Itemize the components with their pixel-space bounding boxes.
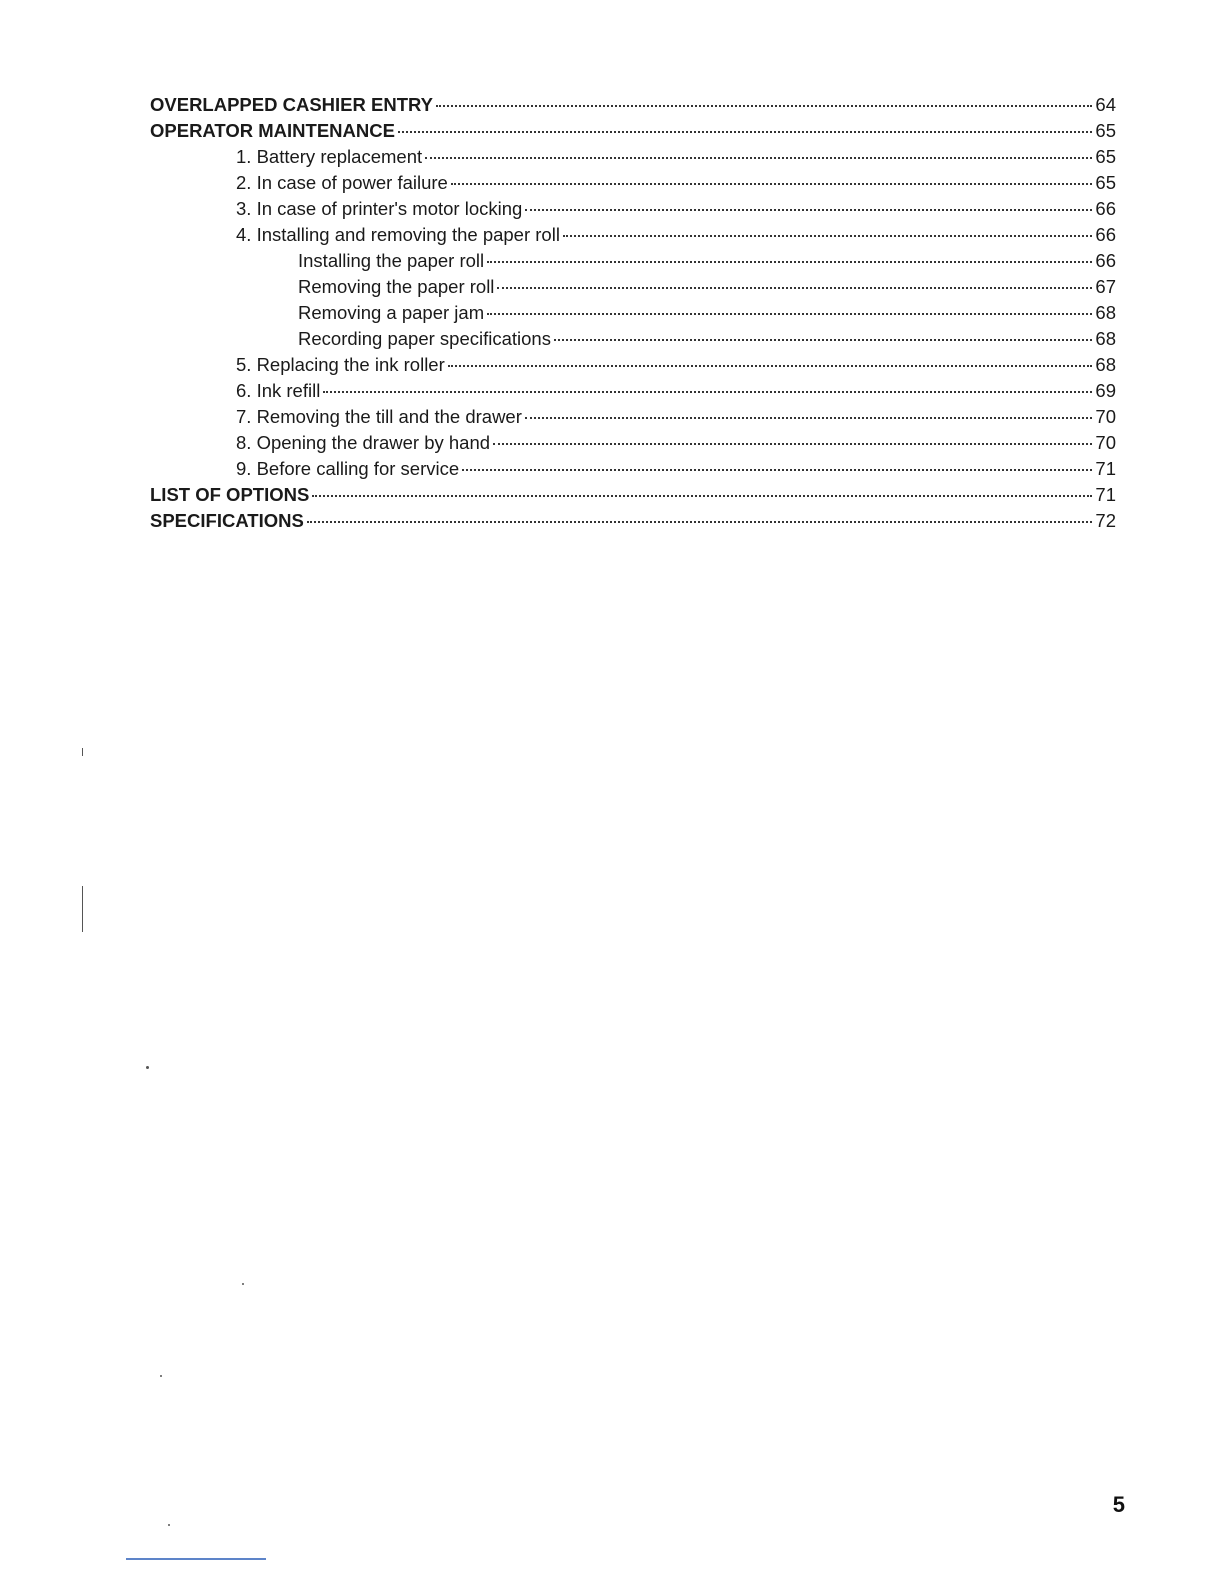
toc-entry-page: 68 — [1095, 354, 1116, 375]
toc-entry-operator-maintenance[interactable] — [150, 118, 1116, 144]
dot-leader — [436, 105, 1092, 107]
toc-entry-title: OPERATOR MAINTENANCE — [150, 120, 395, 141]
toc-entry-recording-paper-specs[interactable] — [150, 326, 1116, 352]
toc-entry-paper-jam[interactable] — [150, 300, 1116, 326]
toc-entry-page: 66 — [1095, 198, 1116, 219]
toc-entry-page: 72 — [1095, 510, 1116, 531]
toc-entry-page: 65 — [1095, 172, 1116, 193]
toc-entry-installing-paper-roll[interactable] — [150, 248, 1116, 274]
toc-entry-title: 3. In case of printer's motor locking — [236, 198, 523, 219]
dot-leader — [307, 521, 1093, 523]
toc-entry-printer-motor-locking[interactable] — [150, 196, 1116, 222]
toc-entry-page: 64 — [1095, 94, 1116, 115]
toc-entry-title: 6. Ink refill — [236, 380, 321, 401]
toc-entry-drawer-by-hand[interactable] — [150, 430, 1116, 456]
toc-entry-specifications[interactable] — [150, 508, 1116, 534]
dot-leader — [448, 365, 1093, 367]
toc-entry-list-of-options[interactable] — [150, 482, 1116, 508]
dot-leader — [525, 417, 1093, 419]
toc-entry-title: Installing the paper roll — [298, 250, 485, 271]
toc-entry-page: 66 — [1095, 250, 1116, 271]
toc-entry-title: Removing the paper roll — [298, 276, 495, 297]
toc-entry-page: 65 — [1095, 146, 1116, 167]
toc-entry-title: SPECIFICATIONS — [150, 510, 304, 531]
toc-entry-page: 66 — [1095, 224, 1116, 245]
dot-leader — [487, 261, 1092, 263]
scan-artifact — [82, 886, 83, 932]
toc-entry-page: 71 — [1095, 458, 1116, 479]
dot-leader — [462, 469, 1092, 471]
toc-entry-overlapped-cashier-entry[interactable] — [150, 92, 1116, 118]
toc-entry-battery-replacement[interactable] — [150, 144, 1116, 170]
toc-entry-title: LIST OF OPTIONS — [150, 484, 310, 505]
toc-entry-title: 1. Battery replacement — [236, 146, 423, 167]
toc-entry-till-and-drawer[interactable] — [150, 404, 1116, 430]
toc-entry-title: 8. Opening the drawer by hand — [236, 432, 491, 453]
dot-leader — [497, 287, 1092, 289]
bottom-rule — [126, 1558, 266, 1560]
dot-leader — [554, 339, 1092, 341]
toc-entry-page: 69 — [1095, 380, 1116, 401]
toc-entry-ink-refill[interactable] — [150, 378, 1116, 404]
dot-leader — [398, 131, 1092, 133]
dot-leader — [493, 443, 1092, 445]
toc-entry-title: 5. Replacing the ink roller — [236, 354, 445, 375]
toc-entry-before-calling-service[interactable] — [150, 456, 1116, 482]
toc-entry-ink-roller[interactable] — [150, 352, 1116, 378]
dot-leader — [451, 183, 1093, 185]
toc-entry-page: 70 — [1095, 432, 1116, 453]
toc-entry-power-failure[interactable] — [150, 170, 1116, 196]
toc-entry-page: 67 — [1095, 276, 1116, 297]
toc-entry-page: 68 — [1095, 302, 1116, 323]
scan-artifact — [160, 1375, 162, 1377]
toc-entry-page: 71 — [1095, 484, 1116, 505]
scan-artifact — [146, 1066, 149, 1069]
toc-entry-title: Recording paper specifications — [298, 328, 551, 349]
toc-entry-title: OVERLAPPED CASHIER ENTRY — [150, 94, 434, 115]
scan-artifact — [242, 1283, 244, 1285]
toc-entry-title: 7. Removing the till and the drawer — [236, 406, 522, 427]
toc-entry-removing-paper-roll[interactable] — [150, 274, 1116, 300]
toc-entry-page: 68 — [1095, 328, 1116, 349]
toc-entry-title: Removing a paper jam — [298, 302, 485, 323]
page-number: 5 — [1112, 1492, 1125, 1517]
toc-entry-page: 65 — [1095, 120, 1116, 141]
dot-leader — [525, 209, 1092, 211]
toc-entry-title: 2. In case of power failure — [236, 172, 448, 193]
dot-leader — [563, 235, 1092, 237]
table-of-contents — [150, 92, 1116, 534]
dot-leader — [312, 495, 1092, 497]
toc-entry-title: 9. Before calling for service — [236, 458, 460, 479]
scan-artifact — [82, 748, 83, 756]
dot-leader — [425, 157, 1092, 159]
dot-leader — [323, 391, 1092, 393]
toc-entry-title: 4. Installing and removing the paper roll — [236, 224, 560, 245]
toc-entry-paper-roll[interactable] — [150, 222, 1116, 248]
scan-artifact — [168, 1524, 170, 1526]
dot-leader — [487, 313, 1092, 315]
toc-entry-page: 70 — [1095, 406, 1116, 427]
